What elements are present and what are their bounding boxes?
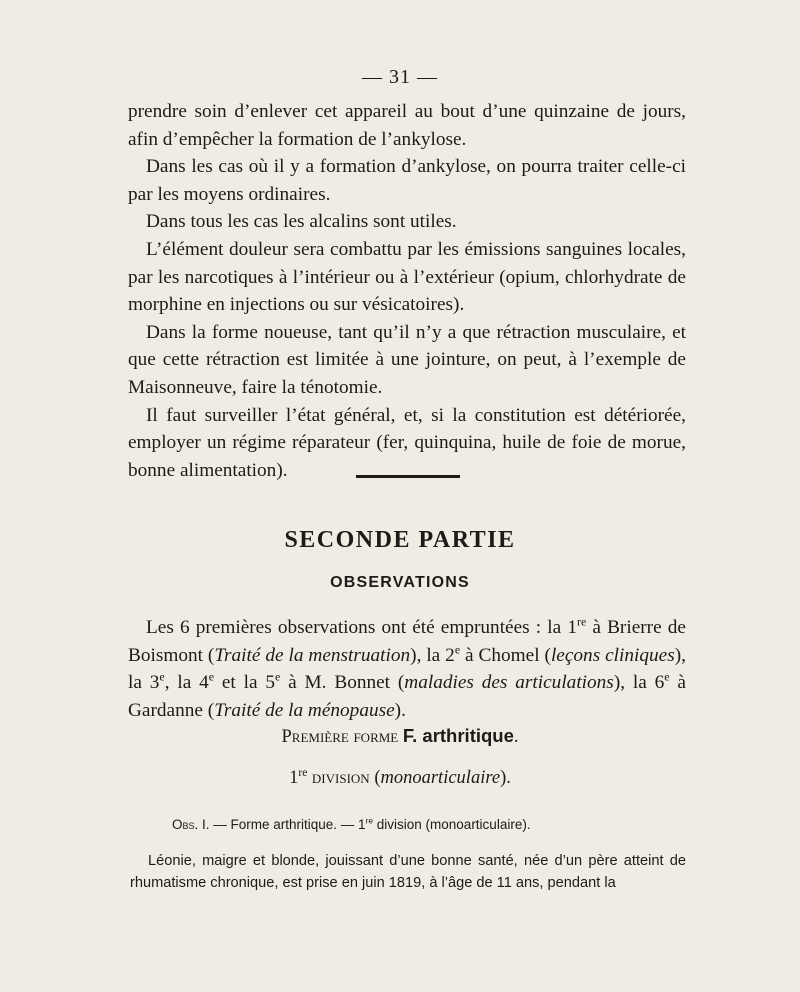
observation-number: Obs. I.	[172, 817, 210, 832]
ordinal-suffix: e	[275, 669, 281, 684]
ordinal-suffix: e	[454, 642, 461, 657]
case-paragraph: Léonie, maigre et blonde, jouissant d’une bonne santé, née d’un père atteint de rhumatisme chronique, est prise en juin 1819, à l’âge de 11 ans, pendant la	[130, 853, 686, 891]
ordinal-suffix: e	[664, 669, 670, 684]
intro-text: , la 4	[164, 672, 209, 694]
division-number: 1	[289, 768, 299, 788]
part-title: SECONDE PARTIE	[284, 527, 516, 553]
paren: ).	[500, 768, 511, 788]
observation-text: division (monoarticulaire).	[373, 817, 531, 832]
book-title: Traité de la menstruation	[214, 644, 411, 666]
paren: (	[374, 768, 381, 788]
paragraph: Il faut surveiller l’état général, et, si la constitution est détériorée, employer un régime réparateur (fer, quinquina, huile de foie de morue, bonne alimentation).	[128, 404, 686, 481]
ordinal-suffix: re	[576, 614, 587, 629]
observation-title	[172, 817, 732, 832]
intro-text: à Chomel (	[460, 644, 551, 666]
form-label: Première forme	[281, 727, 399, 747]
book-title: maladies des articulations	[404, 672, 614, 694]
paragraph: Dans les cas où il y a formation d’ankylose, on pourra traiter celle-ci par les moyens ordinaires.	[128, 156, 686, 205]
form-heading	[0, 725, 800, 748]
observations-intro	[128, 614, 686, 724]
observation-text: — Forme arthritique. — 1	[209, 817, 366, 832]
paragraph: L’élément douleur sera combattu par les émissions sanguines locales, par les narcotiques à l’intérieur ou à l’extérieur (opium, chlorhydrate de morphine en injections ou sur vésicatoires).	[128, 238, 686, 316]
intro-text: ), la 3	[128, 644, 686, 694]
case-text	[130, 850, 686, 894]
division-heading	[0, 768, 800, 789]
intro-text: à Brierre de Boismont (	[128, 617, 686, 666]
form-name: F. arthritique	[402, 725, 514, 746]
page-number: — 31 —	[362, 66, 438, 88]
book-title: leçons cliniques	[550, 644, 675, 666]
intro-text: et la 5	[214, 672, 276, 694]
ordinal-suffix: re	[298, 766, 308, 779]
ordinal-suffix: re	[365, 815, 374, 826]
form-end: .	[513, 727, 519, 747]
book-title: Traité de la ménopause	[214, 699, 395, 721]
intro-paragraph	[128, 614, 686, 724]
section-heading: OBSERVATIONS	[330, 574, 470, 591]
division-label: division	[307, 768, 375, 788]
paragraph: prendre soin d’enlever cet appareil au bout d’une quinzaine de jours, afin d’empêcher la formation de l’ankylose.	[128, 101, 686, 150]
intro-text: Les 6 premières observations ont été empruntées : la 1	[146, 617, 577, 638]
treatment-text	[128, 98, 686, 484]
intro-text: ), la 2	[410, 644, 455, 666]
paragraph: Dans la forme noueuse, tant qu’il n’y a que rétraction musculaire, et que cette rétraction est limitée à une jointure, on peut, à l’exemple de Maisonneuve, faire la ténotomie.	[128, 321, 686, 398]
ordinal-suffix: e	[159, 669, 165, 684]
intro-text: à Gardanne (	[128, 672, 686, 721]
division-type: monoarticulaire	[380, 768, 501, 788]
intro-text: à M. Bonnet (	[280, 672, 405, 694]
intro-text: ).	[394, 699, 406, 721]
ordinal-suffix: e	[208, 669, 215, 684]
intro-text: ), la 6	[613, 672, 665, 694]
section-divider	[356, 475, 460, 478]
paragraph: Dans tous les cas les alcalins sont utiles.	[146, 211, 457, 233]
